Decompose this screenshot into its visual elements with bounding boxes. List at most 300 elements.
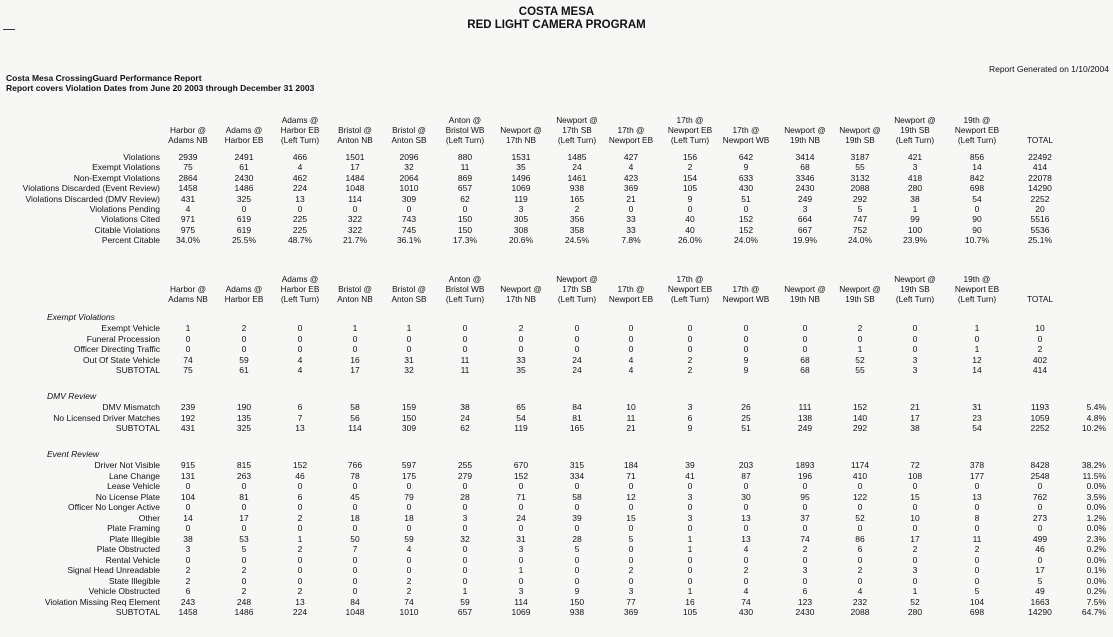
summary-cell: 619 xyxy=(236,224,252,235)
percent-cell: 38.2% xyxy=(1081,460,1106,470)
detail-cell: 0 xyxy=(687,575,693,586)
detail-cell: 46 xyxy=(1035,544,1045,554)
detail-cell: 3 xyxy=(628,586,634,596)
summary-cell: 225 xyxy=(292,224,308,235)
section-heading: Event Review xyxy=(47,449,99,459)
detail-cell: 13 xyxy=(295,596,305,607)
summary-cell: 75 xyxy=(183,162,193,173)
detail-cell: 239 xyxy=(180,402,196,412)
detail-cell: 2 xyxy=(241,565,247,575)
summary-cell: 421 xyxy=(907,152,923,162)
detail-cell: 0 xyxy=(297,575,303,586)
detail-cell: 2 xyxy=(406,586,412,596)
summary-cell: 1048 xyxy=(345,183,365,194)
detail-cell: 1 xyxy=(857,344,863,354)
detail-cell: 402 xyxy=(1032,354,1048,365)
summary-cell: 19.9% xyxy=(792,235,818,246)
detail-column-header: Newport @ 17th NB xyxy=(500,284,542,304)
detail-row-label: Signal Head Unreadable xyxy=(67,565,160,575)
detail-cell: 0 xyxy=(743,333,749,344)
detail-cell: 79 xyxy=(404,491,414,502)
detail-cell: 1 xyxy=(185,323,191,333)
summary-cell: 466 xyxy=(292,152,308,162)
detail-cell: 0 xyxy=(912,344,918,354)
detail-cell: 119 xyxy=(514,423,528,433)
summary-cell: 0 xyxy=(743,204,749,214)
summary-cell: 3187 xyxy=(850,152,870,162)
summary-cell: 105 xyxy=(682,183,698,194)
detail-column-header: 17th @ Newport WB xyxy=(722,284,770,304)
detail-cell: 15 xyxy=(626,512,636,523)
detail-cell: 184 xyxy=(623,460,639,470)
detail-cell: 938 xyxy=(569,607,585,617)
detail-cell: 6 xyxy=(185,586,191,596)
detail-cell: 1 xyxy=(406,323,412,333)
summary-column-header: Newport @ 17th SB (Left Turn) xyxy=(556,115,598,145)
summary-row-label: Percent Citable xyxy=(101,235,160,246)
summary-cell: 22078 xyxy=(1028,172,1052,183)
summary-column-header: Harbor @ Adams NB xyxy=(168,125,208,145)
detail-cell: 4 xyxy=(297,354,303,365)
detail-cell: 150 xyxy=(569,596,585,607)
detail-cell: 14 xyxy=(972,365,982,375)
detail-cell: 15 xyxy=(910,491,920,502)
percent-cell: 5.4% xyxy=(1086,402,1106,412)
detail-cell: 0 xyxy=(297,323,303,333)
detail-cell: 255 xyxy=(457,460,473,470)
summary-column-header: Newport @ 19th SB (Left Turn) xyxy=(894,115,936,145)
detail-cell: 10 xyxy=(626,402,636,412)
summary-column-header: 17th @ Newport EB (Left Turn) xyxy=(667,115,713,145)
summary-cell: 7.8% xyxy=(621,235,641,246)
detail-row-label: Plate Framing xyxy=(107,523,160,533)
detail-cell: 32 xyxy=(404,365,414,375)
detail-cell: 0 xyxy=(297,481,303,491)
summary-cell: 150 xyxy=(457,224,473,235)
detail-cell: 0 xyxy=(974,565,980,575)
detail-column-header: TOTAL xyxy=(1027,294,1053,304)
detail-cell: 59 xyxy=(460,596,470,607)
detail-cell: 0 xyxy=(802,523,808,533)
detail-cell: 0 xyxy=(574,344,580,354)
summary-row-label: Violations xyxy=(123,152,160,162)
summary-column-header: 19th @ Newport EB (Left Turn) xyxy=(954,115,1000,145)
summary-cell: 22492 xyxy=(1028,152,1052,162)
summary-cell: 62 xyxy=(460,193,470,204)
percent-cell: 0.0% xyxy=(1086,554,1106,565)
summary-cell: 462 xyxy=(292,172,308,183)
detail-cell: 0 xyxy=(574,502,580,512)
detail-cell: 292 xyxy=(852,423,868,433)
detail-cell: 87 xyxy=(741,470,751,481)
detail-column-header: Bristol @ Anton SB xyxy=(391,284,427,304)
summary-cell: 1461 xyxy=(567,172,587,183)
detail-cell: 0 xyxy=(912,523,918,533)
detail-cell: 175 xyxy=(401,470,417,481)
detail-cell: 50 xyxy=(350,533,360,544)
detail-cell: 1 xyxy=(974,344,980,354)
summary-cell: 24.0% xyxy=(847,235,873,246)
detail-cell: 0 xyxy=(297,333,303,344)
summary-cell: 68 xyxy=(800,162,810,173)
detail-row-label: Violation Missing Req Element xyxy=(44,596,160,607)
detail-cell: 0 xyxy=(687,502,693,512)
detail-cell: 2 xyxy=(857,323,863,333)
detail-cell: 2088 xyxy=(850,607,870,617)
detail-cell: 203 xyxy=(738,460,754,470)
detail-cell: 24 xyxy=(460,412,470,423)
detail-cell: 4 xyxy=(743,586,749,596)
summary-cell: 100 xyxy=(907,224,923,235)
detail-cell: 3 xyxy=(518,586,524,596)
section-heading: DMV Review xyxy=(47,391,97,401)
detail-cell: 0 xyxy=(1037,481,1043,491)
summary-cell: 664 xyxy=(797,214,813,225)
summary-cell: 55 xyxy=(855,162,865,173)
detail-cell: 0 xyxy=(462,544,468,554)
summary-cell: 21.7% xyxy=(342,235,368,246)
detail-cell: 0 xyxy=(912,502,918,512)
detail-cell: 2 xyxy=(687,354,693,365)
report-title-city: COSTA MESA xyxy=(518,6,595,18)
detail-cell: 71 xyxy=(626,470,636,481)
detail-column-header: 17th @ Newport EB (Left Turn) xyxy=(667,274,713,304)
summary-cell: 40 xyxy=(685,214,695,225)
detail-cell: 3 xyxy=(462,512,468,523)
detail-cell: 0 xyxy=(802,323,808,333)
detail-cell: 2 xyxy=(1037,344,1043,354)
detail-cell: 39 xyxy=(685,460,695,470)
detail-cell: 21 xyxy=(910,402,920,412)
detail-cell: 4 xyxy=(628,354,634,365)
summary-cell: 880 xyxy=(457,152,473,162)
detail-cell: 51 xyxy=(741,423,751,433)
detail-cell: 10 xyxy=(1035,323,1045,333)
detail-column-header: Harbor @ Adams NB xyxy=(168,284,208,304)
detail-cell: 5 xyxy=(974,586,980,596)
detail-cell: 71 xyxy=(516,491,526,502)
detail-cell: 0 xyxy=(406,502,412,512)
detail-cell: 0 xyxy=(518,554,524,565)
summary-cell: 743 xyxy=(401,214,417,225)
summary-cell: 1531 xyxy=(511,152,531,162)
detail-cell: 122 xyxy=(852,491,868,502)
detail-cell: 279 xyxy=(457,470,473,481)
detail-cell: 597 xyxy=(401,460,417,470)
detail-cell: 0 xyxy=(574,565,580,575)
detail-cell: 6 xyxy=(297,402,303,412)
detail-cell: 2430 xyxy=(795,607,815,617)
detail-row-label: Plate Obstructed xyxy=(96,544,160,554)
detail-cell: 84 xyxy=(350,596,360,607)
detail-cell: 0 xyxy=(857,523,863,533)
detail-cell: 0 xyxy=(352,502,358,512)
detail-cell: 0 xyxy=(518,481,524,491)
summary-cell: 119 xyxy=(514,193,528,204)
detail-cell: 0 xyxy=(743,481,749,491)
detail-cell: 0 xyxy=(574,575,580,586)
summary-cell: 114 xyxy=(348,193,362,204)
summary-cell: 633 xyxy=(738,172,754,183)
detail-cell: 0 xyxy=(628,333,634,344)
detail-cell: 72 xyxy=(910,460,920,470)
detail-cell: 0 xyxy=(241,502,247,512)
summary-row-label: Citable Violations xyxy=(94,224,160,235)
summary-cell: 2 xyxy=(574,204,580,214)
detail-cell: 915 xyxy=(180,460,196,470)
summary-cell: 90 xyxy=(972,224,982,235)
summary-cell: 0 xyxy=(241,204,247,214)
detail-cell: 0 xyxy=(628,323,634,333)
detail-row-label: SUBTOTAL xyxy=(115,365,160,375)
detail-cell: 0 xyxy=(185,523,191,533)
section-heading: Exempt Violations xyxy=(47,312,115,322)
detail-cell: 111 xyxy=(798,402,812,412)
detail-cell: 0 xyxy=(628,481,634,491)
summary-cell: 2088 xyxy=(850,183,870,194)
detail-cell: 2 xyxy=(185,575,191,586)
detail-cell: 58 xyxy=(350,402,360,412)
summary-cell: 1501 xyxy=(345,152,365,162)
detail-cell: 75 xyxy=(183,365,193,375)
detail-cell: 3 xyxy=(912,354,918,365)
summary-cell: 17 xyxy=(350,162,360,173)
detail-cell: 0 xyxy=(518,344,524,354)
detail-cell: 59 xyxy=(404,533,414,544)
detail-cell: 0 xyxy=(857,333,863,344)
detail-cell: 59 xyxy=(239,354,249,365)
detail-cell: 28 xyxy=(572,533,582,544)
summary-cell: 856 xyxy=(969,152,985,162)
detail-cell: 8428 xyxy=(1030,460,1050,470)
summary-cell: 2 xyxy=(687,162,693,173)
detail-cell: 152 xyxy=(513,470,529,481)
detail-cell: 4 xyxy=(406,544,412,554)
detail-cell: 3 xyxy=(687,402,693,412)
summary-column-header: Adams @ Harbor EB xyxy=(224,125,264,145)
detail-cell: 1010 xyxy=(399,607,419,617)
detail-cell: 0 xyxy=(352,481,358,491)
summary-cell: 418 xyxy=(907,172,923,183)
summary-cell: 90 xyxy=(972,214,982,225)
detail-row-label: Plate Illegible xyxy=(109,533,160,544)
summary-cell: 1 xyxy=(912,204,918,214)
detail-cell: 23 xyxy=(972,412,982,423)
detail-column-header: Anton @ Bristol WB (Left Turn) xyxy=(445,274,485,304)
summary-cell: 322 xyxy=(347,224,363,235)
report-date-range: Report covers Violation Dates from June 20 2003 through December 31 2003 xyxy=(6,83,315,93)
detail-cell: 16 xyxy=(685,596,695,607)
detail-cell: 0 xyxy=(462,502,468,512)
summary-row-label: Violations Cited xyxy=(101,214,160,225)
detail-cell: 5 xyxy=(628,533,634,544)
detail-cell: 0 xyxy=(974,554,980,565)
detail-cell: 410 xyxy=(852,470,868,481)
detail-cell: 378 xyxy=(969,460,985,470)
summary-cell: 657 xyxy=(457,183,473,194)
detail-row-label: Lease Vehicle xyxy=(107,481,160,491)
detail-cell: 52 xyxy=(910,596,920,607)
detail-cell: 0 xyxy=(912,554,918,565)
detail-cell: 25 xyxy=(741,412,751,423)
summary-cell: 38 xyxy=(910,193,920,204)
summary-column-header: Newport @ 19th SB xyxy=(839,125,881,145)
detail-row-label: Other xyxy=(138,512,160,523)
summary-cell: 322 xyxy=(347,214,363,225)
detail-cell: 0 xyxy=(687,344,693,354)
summary-cell: 842 xyxy=(969,172,985,183)
detail-cell: 0 xyxy=(628,344,634,354)
summary-cell: 0 xyxy=(974,204,980,214)
detail-row-label: Exempt Vehicle xyxy=(101,323,160,333)
detail-row-label: Officer Directing Traffic xyxy=(73,344,160,354)
detail-cell: 37 xyxy=(800,512,810,523)
detail-cell: 14290 xyxy=(1028,607,1052,617)
summary-column-header: Anton @ Bristol WB (Left Turn) xyxy=(445,115,485,145)
detail-cell: 24 xyxy=(516,512,526,523)
detail-cell: 0 xyxy=(743,344,749,354)
summary-cell: 51 xyxy=(741,193,751,204)
detail-cell: 430 xyxy=(738,607,754,617)
detail-cell: 54 xyxy=(972,423,982,433)
summary-cell: 48.7% xyxy=(287,235,313,246)
detail-cell: 11 xyxy=(972,533,982,544)
summary-cell: 150 xyxy=(457,214,473,225)
detail-row-label: Rental Vehicle xyxy=(105,554,160,565)
summary-cell: 0 xyxy=(406,204,412,214)
detail-cell: 0 xyxy=(462,565,468,575)
detail-cell: 95 xyxy=(800,491,810,502)
summary-row-label: Exempt Violations xyxy=(92,162,160,173)
percent-cell: 0.2% xyxy=(1086,544,1106,554)
detail-cell: 108 xyxy=(907,470,923,481)
detail-cell: 0 xyxy=(352,586,358,596)
detail-cell: 1 xyxy=(687,544,693,554)
detail-cell: 0 xyxy=(743,323,749,333)
detail-cell: 6 xyxy=(802,586,808,596)
detail-cell: 1458 xyxy=(178,607,198,617)
percent-cell: 2.3% xyxy=(1086,533,1106,544)
detail-cell: 52 xyxy=(855,512,865,523)
summary-cell: 1485 xyxy=(567,152,587,162)
summary-cell: 152 xyxy=(738,224,754,235)
detail-cell: 4 xyxy=(297,365,303,375)
detail-cell: 249 xyxy=(797,423,813,433)
summary-cell: 13 xyxy=(295,193,305,204)
detail-cell: 0 xyxy=(574,333,580,344)
summary-row-label: Non-Exempt Violations xyxy=(73,172,160,183)
summary-cell: 427 xyxy=(623,152,639,162)
summary-cell: 0 xyxy=(687,204,693,214)
detail-cell: 45 xyxy=(350,491,360,502)
detail-cell: 1059 xyxy=(1030,412,1050,423)
detail-cell: 24 xyxy=(572,365,582,375)
detail-cell: 0 xyxy=(687,523,693,533)
detail-cell: 0 xyxy=(1037,333,1043,344)
detail-row-label: No License Plate xyxy=(95,491,160,502)
summary-cell: 3414 xyxy=(795,152,815,162)
percent-cell: 0.1% xyxy=(1086,565,1106,575)
detail-cell: 0 xyxy=(743,554,749,565)
summary-cell: 154 xyxy=(682,172,698,183)
detail-cell: 21 xyxy=(626,423,636,433)
detail-cell: 766 xyxy=(347,460,363,470)
summary-cell: 325 xyxy=(236,193,252,204)
detail-cell: 6 xyxy=(297,491,303,502)
summary-cell: 747 xyxy=(852,214,868,225)
detail-cell: 18 xyxy=(404,512,414,523)
detail-cell: 131 xyxy=(180,470,196,481)
detail-column-header: Newport @ 19th SB xyxy=(839,284,881,304)
detail-cell: 815 xyxy=(236,460,252,470)
detail-row-label: Lane Change xyxy=(108,470,160,481)
detail-cell: 1 xyxy=(518,565,524,575)
detail-cell: 65 xyxy=(516,402,526,412)
summary-row-label: Violations Pending xyxy=(89,204,160,214)
detail-cell: 0 xyxy=(857,502,863,512)
detail-row-label: Officer No Longer Active xyxy=(68,502,160,512)
summary-cell: 2096 xyxy=(399,152,419,162)
detail-cell: 0 xyxy=(857,575,863,586)
detail-cell: 0 xyxy=(802,502,808,512)
summary-cell: 0 xyxy=(628,204,634,214)
detail-cell: 49 xyxy=(1035,586,1045,596)
detail-cell: 0 xyxy=(462,481,468,491)
summary-cell: 423 xyxy=(623,172,639,183)
detail-cell: 104 xyxy=(180,491,196,502)
summary-cell: 21 xyxy=(626,193,636,204)
detail-cell: 5 xyxy=(241,544,247,554)
detail-cell: 86 xyxy=(855,533,865,544)
detail-cell: 8 xyxy=(974,512,980,523)
summary-cell: 2491 xyxy=(234,152,254,162)
detail-cell: 84 xyxy=(572,402,582,412)
detail-cell: 4 xyxy=(628,365,634,375)
detail-cell: 13 xyxy=(741,512,751,523)
detail-cell: 2 xyxy=(857,565,863,575)
detail-cell: 0 xyxy=(802,554,808,565)
detail-cell: 1 xyxy=(687,586,693,596)
summary-cell: 1069 xyxy=(511,183,531,194)
summary-cell: 40 xyxy=(685,224,695,235)
detail-cell: 135 xyxy=(236,412,252,423)
percent-cell: 11.5% xyxy=(1082,470,1106,481)
summary-cell: 9 xyxy=(687,193,693,204)
detail-cell: 0 xyxy=(297,523,303,533)
detail-row-label: DMV Mismatch xyxy=(102,402,160,412)
detail-cell: 3 xyxy=(687,491,693,502)
detail-cell: 18 xyxy=(350,512,360,523)
detail-cell: 2 xyxy=(628,565,634,575)
detail-cell: 150 xyxy=(401,412,417,423)
detail-cell: 2 xyxy=(743,565,749,575)
summary-cell: 2064 xyxy=(399,172,419,183)
detail-cell: 0 xyxy=(462,575,468,586)
detail-cell: 78 xyxy=(350,470,360,481)
detail-cell: 0 xyxy=(241,333,247,344)
summary-cell: 292 xyxy=(852,193,868,204)
detail-cell: 0 xyxy=(628,502,634,512)
detail-cell: 165 xyxy=(569,423,585,433)
summary-cell: 356 xyxy=(569,214,585,225)
detail-cell: 3 xyxy=(912,565,918,575)
detail-cell: 0 xyxy=(628,544,634,554)
summary-cell: 20.6% xyxy=(508,235,534,246)
detail-cell: 0 xyxy=(185,502,191,512)
detail-cell: 2 xyxy=(297,544,303,554)
percent-cell: 0.0% xyxy=(1086,502,1106,512)
summary-cell: 1458 xyxy=(178,183,198,194)
